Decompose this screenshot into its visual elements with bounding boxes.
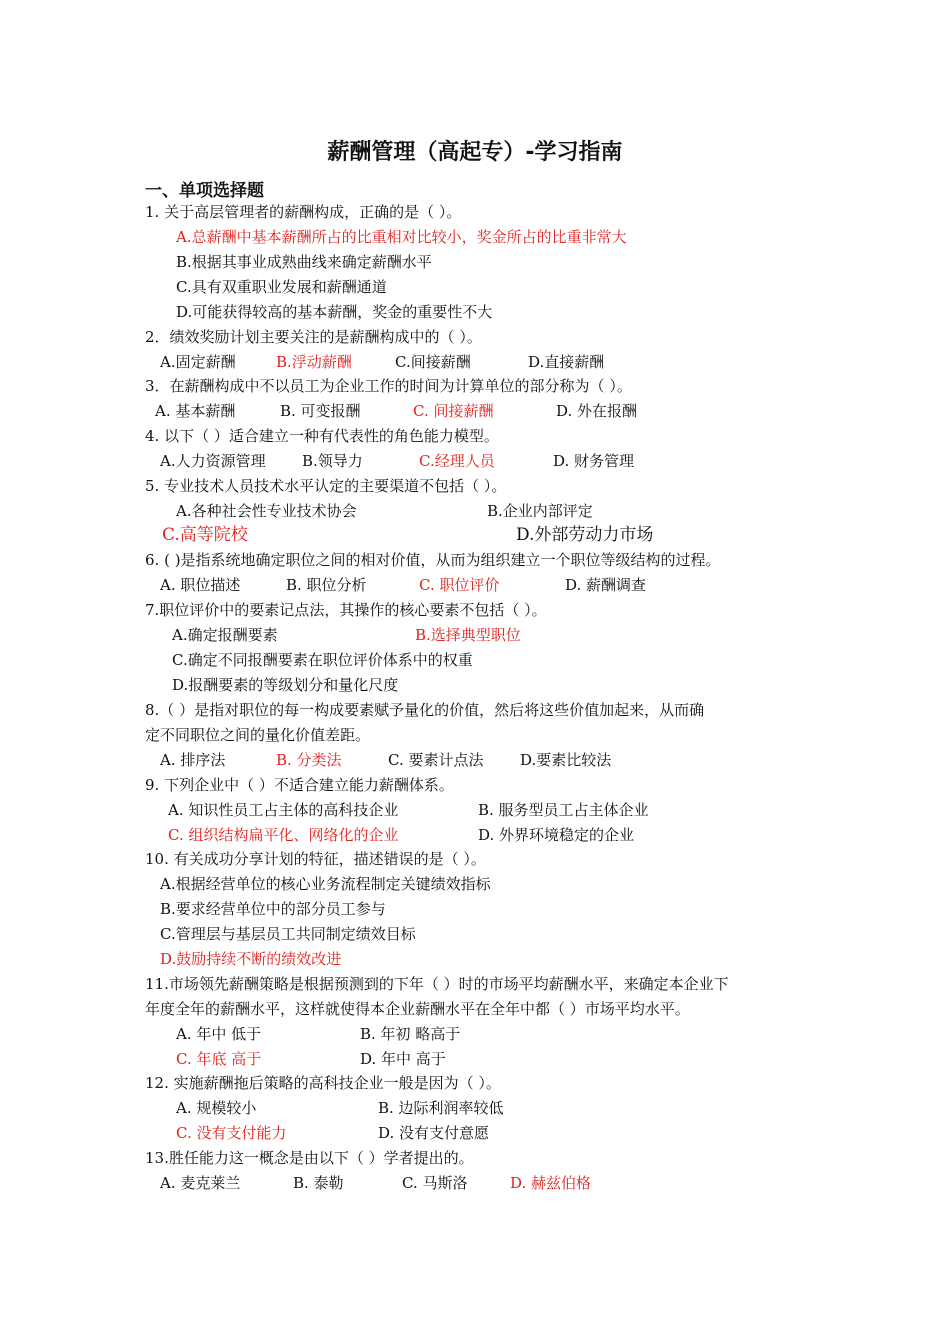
question-5-stem: 5. 专业技术人员技术水平认定的主要渠道不包括（ ）。 [145,477,507,495]
question-4-option-b: B.领导力 [302,452,363,470]
question-4-option-c: C.经理人员 [419,452,495,470]
question-13-stem: 13.胜任能力这一概念是由以下（ ）学者提出的。 [145,1149,474,1167]
question-3-option-b: B. 可变报酬 [280,402,361,420]
question-11-stem-line-2: 年度全年的薪酬水平，这样就使得本企业薪酬水平在全年中都（ ）市场平均水平。 [145,1000,690,1018]
question-8-option-c: C. 要素计点法 [388,751,484,769]
question-11-option-a: A. 年中 低于 [176,1025,262,1043]
question-2-option-d: D.直接薪酬 [528,353,605,371]
question-7-stem: 7.职位评价中的要素记点法，其操作的核心要素不包括（ ）。 [145,601,547,619]
question-7-option-b: B.选择典型职位 [415,626,521,644]
question-6-option-d: D. 薪酬调查 [565,576,647,594]
question-13-option-c: C. 马斯洛 [402,1174,468,1192]
question-9-option-c: C. 组织结构扁平化、网络化的企业 [168,826,399,844]
question-3-stem: 3．在薪酬构成中不以员工为企业工作的时间为计算单位的部分称为（ ）。 [145,377,632,395]
question-6-option-c: C. 职位评价 [419,576,500,594]
question-13-option-a: A. 麦克莱兰 [160,1174,241,1192]
question-9-option-d: D. 外界环境稳定的企业 [478,826,635,844]
question-12-stem: 12. 实施薪酬拖后策略的高科技企业一般是因为（ ）。 [145,1074,501,1092]
question-2-option-c: C.间接薪酬 [395,353,471,371]
question-2-option-b: B.浮动薪酬 [276,353,352,371]
question-12-option-a: A. 规模较小 [176,1099,257,1117]
question-5-option-b: B.企业内部评定 [487,502,593,520]
question-1-stem: 1. 关于高层管理者的薪酬构成，正确的是（ ）。 [145,203,462,221]
question-11-option-c: C. 年底 高于 [176,1050,262,1068]
question-3-option-d: D. 外在报酬 [556,402,638,420]
question-3-option-c: C. 间接薪酬 [413,402,494,420]
question-1-option-b: B.根据其事业成熟曲线来确定薪酬水平 [176,253,432,271]
question-8-option-d: D.要素比较法 [520,751,612,769]
question-8-stem-line-1: 8.（ ）是指对职位的每一构成要素赋予量化的价值，然后将这些价值加起来，从而确 [145,701,705,719]
question-11-stem-line-1: 11.市场领先薪酬策略是根据预测到的下年（ ）时的市场平均薪酬水平，来确定本企业下 [145,975,729,993]
question-6-stem: 6. ( )是指系统地确定职位之间的相对价值，从而为组织建立一个职位等级结构的过程。 [145,551,721,569]
question-7-option-d: D.报酬要素的等级划分和量化尺度 [172,676,399,694]
question-5-option-c: C.高等院校 [162,525,248,545]
question-7-option-a: A.确定报酬要素 [172,626,278,644]
section-heading: 一、单项选择题 [145,181,264,201]
question-2-option-a: A.固定薪酬 [160,353,236,371]
question-12-option-c: C. 没有支付能力 [176,1124,287,1142]
question-7-option-c: C.确定不同报酬要素在职位评价体系中的权重 [172,651,473,669]
question-8-option-b: B. 分类法 [276,751,342,769]
question-13-option-d: D. 赫兹伯格 [510,1174,592,1192]
question-10-option-b: B.要求经营单位中的部分员工参与 [160,900,386,918]
page-title: 薪酬管理（高起专）-学习指南 [327,140,623,165]
question-4-option-a: A.人力资源管理 [160,452,266,470]
question-10-stem: 10. 有关成功分享计划的特征，描述错误的是（ ）。 [145,850,486,868]
question-10-option-d: D.鼓励持续不断的绩效改进 [160,950,342,968]
question-5-option-a: A.各种社会性专业技术协会 [176,502,357,520]
question-1-option-c: C.具有双重职业发展和薪酬通道 [176,278,387,296]
question-12-option-b: B. 边际利润率较低 [378,1099,504,1117]
question-3-option-a: A. 基本薪酬 [155,402,236,420]
question-1-option-a: A.总薪酬中基本薪酬所占的比重相对比较小，奖金所占的比重非常大 [176,228,627,246]
question-4-stem: 4. 以下（ ）适合建立一种有代表性的角色能力模型。 [145,427,499,445]
question-6-option-a: A. 职位描述 [160,576,241,594]
question-11-option-d: D. 年中 高于 [360,1050,446,1068]
question-9-option-a: A. 知识性员工占主体的高科技企业 [168,801,399,819]
question-2-stem: 2．绩效奖励计划主要关注的是薪酬构成中的（ ）。 [145,328,482,346]
question-8-stem-line-2: 定不同职位之间的量化价值差距。 [145,726,371,744]
question-10-option-a: A.根据经营单位的核心业务流程制定关键绩效指标 [160,875,491,893]
question-1-option-d: D.可能获得较高的基本薪酬，奖金的重要性不大 [176,303,493,321]
question-13-option-b: B. 泰勒 [293,1174,344,1192]
question-6-option-b: B. 职位分析 [286,576,367,594]
question-12-option-d: D. 没有支付意愿 [378,1124,490,1142]
question-10-option-c: C.管理层与基层员工共同制定绩效目标 [160,925,416,943]
question-9-option-b: B. 服务型员工占主体企业 [478,801,649,819]
question-11-option-b: B. 年初 略高于 [360,1025,461,1043]
question-4-option-d: D. 财务管理 [553,452,635,470]
question-9-stem: 9. 下列企业中（ ）不适合建立能力薪酬体系。 [145,776,454,794]
question-8-option-a: A. 排序法 [160,751,226,769]
question-5-option-d: D.外部劳动力市场 [516,525,654,545]
